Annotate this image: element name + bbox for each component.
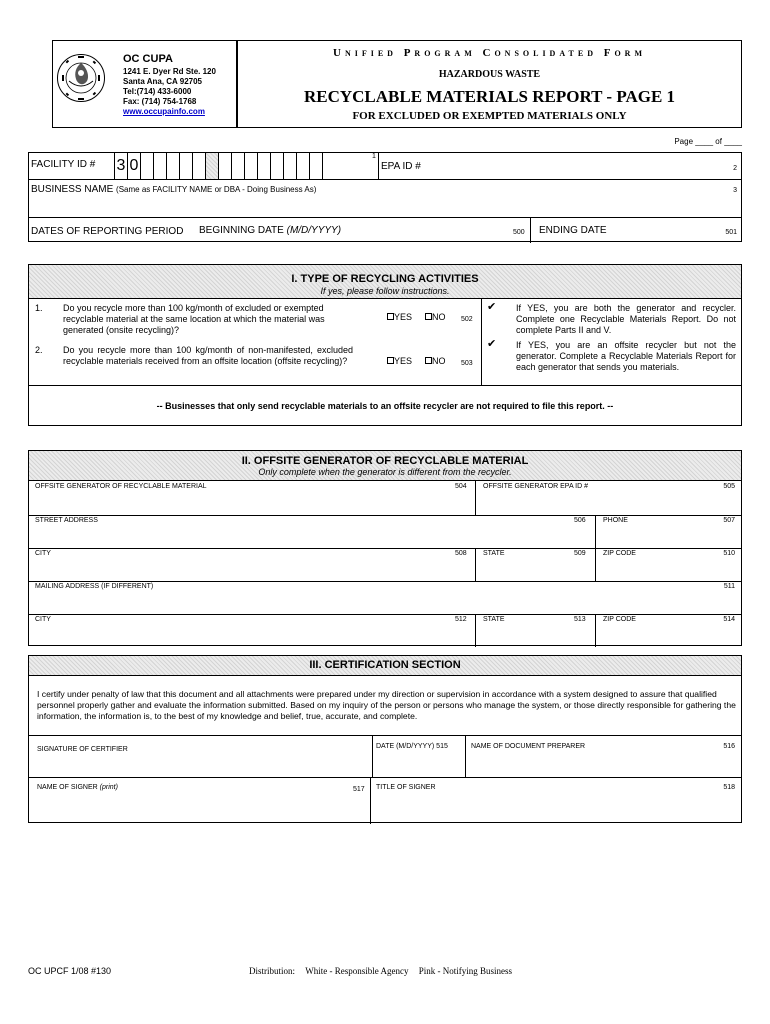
form-subtitle: HAZARDOUS WASTE — [438, 69, 541, 80]
section-3-title: III. CERTIFICATION SECTION — [309, 659, 461, 671]
question-1-no-checkbox[interactable] — [425, 313, 432, 320]
question-1-number: 1. — [35, 303, 43, 313]
certification-date-field[interactable] — [376, 754, 461, 774]
distribution-footer — [249, 966, 512, 976]
generator-name-field[interactable] — [35, 491, 465, 511]
question-2-note: If YES, you are an offsite recycler but not the generator. Complete a Recyclable Materials Report for each generator that sends you materials. — [516, 340, 736, 372]
field-number-504: 504 — [455, 483, 467, 490]
field-number-517: 517 — [353, 786, 365, 793]
facility-id-cell — [140, 153, 153, 179]
mailing-address-field[interactable] — [35, 591, 725, 611]
signer-title-label: TITLE OF SIGNER — [376, 784, 436, 791]
question-2-number: 2. — [35, 345, 43, 355]
facility-id-cell — [231, 153, 244, 179]
form-code: OC UPCF 1/08 #130 — [28, 966, 112, 976]
section-1-footer-note: -- Businesses that only send recyclable materials to an offsite recycler are not required to file this report. -- — [156, 401, 614, 411]
agency-city: Santa Ana, CA 92705 — [123, 77, 202, 86]
section-2-box — [28, 450, 742, 646]
certification-text: I certify under penalty of law that this document and all attachments were prepared under my direction or supervision in accordance with a system designed to assure that qualified personnel properly gather and evaluate the information submitted. Based on my inquiry of the person or persons who manage the system, or those directly responsible for gathering the information, the information is, to the best of my knowledge and belief, true, accurate, and complete. — [37, 689, 736, 721]
field-number-518: 518 — [723, 784, 735, 791]
field-number-513: 513 — [574, 616, 586, 623]
certification-date-label-text: DATE (M/D/YYYY) — [376, 743, 435, 750]
section-1-header — [29, 265, 741, 299]
mailing-city-label: CITY — [35, 616, 51, 623]
ending-date-field[interactable] — [614, 219, 724, 241]
phone-field[interactable] — [603, 525, 733, 545]
signer-title-field[interactable] — [376, 796, 731, 818]
field-number-506: 506 — [574, 517, 586, 524]
signer-name-label — [37, 784, 118, 791]
report-subtitle: FOR EXCLUDED OR EXEMPTED MATERIALS ONLY — [352, 110, 627, 122]
page-of-label: of — [715, 137, 722, 146]
section-3-header — [29, 656, 741, 676]
report-title: RECYCLABLE MATERIALS REPORT - PAGE 1 — [303, 87, 676, 106]
section-1-subtitle: If yes, please follow instructions. — [320, 286, 450, 296]
ending-date-label: ENDING DATE — [539, 225, 607, 236]
field-number-3: 3 — [733, 187, 737, 194]
phone-label: PHONE — [603, 517, 628, 524]
page-total-field[interactable]: ____ — [724, 137, 742, 146]
mailing-state-field[interactable] — [483, 624, 588, 644]
question-1-checkmark-icon: ✔ — [487, 301, 497, 313]
signature-label: SIGNATURE OF CERTIFIER — [37, 746, 128, 753]
mailing-address-label: MAILING ADDRESS (IF DIFFERENT) — [35, 583, 154, 590]
section-2-header — [29, 451, 741, 481]
business-name-label-text: BUSINESS NAME — [31, 184, 114, 195]
zip-code-label: ZIP CODE — [603, 550, 636, 557]
agency-name: OC CUPA — [123, 53, 173, 65]
field-number-512: 512 — [455, 616, 467, 623]
section-3-box — [28, 655, 742, 823]
facility-id-digit-1: 3 — [114, 153, 127, 179]
signer-name-note: (print) — [99, 784, 118, 791]
city-label: CITY — [35, 550, 51, 557]
facility-id-cell — [166, 153, 179, 179]
facility-id-cell — [153, 153, 166, 179]
beginning-date-label — [199, 225, 341, 236]
distribution-label: Distribution: — [249, 966, 296, 976]
city-field[interactable] — [35, 558, 465, 578]
question-2-yes-label: YES — [394, 356, 413, 366]
facility-info-box — [28, 152, 742, 242]
facility-id-cell — [270, 153, 283, 179]
question-2-no-option[interactable] — [425, 356, 446, 366]
document-preparer-field[interactable] — [471, 754, 731, 774]
question-2-no-checkbox[interactable] — [425, 357, 432, 364]
generator-epa-id-field[interactable] — [483, 491, 733, 511]
signer-name-field[interactable] — [37, 796, 357, 818]
section-1-box — [28, 264, 742, 426]
field-number-516: 516 — [723, 743, 735, 750]
form-title: Unified Program Consolidated Form — [333, 47, 646, 59]
document-preparer-label: NAME OF DOCUMENT PREPARER — [471, 743, 586, 750]
state-field[interactable] — [483, 558, 588, 578]
facility-id-cell — [257, 153, 270, 179]
facility-id-label: FACILITY ID # — [31, 159, 96, 170]
page-counter — [674, 137, 742, 146]
mailing-city-field[interactable] — [35, 624, 465, 644]
facility-id-cell-shaded — [205, 153, 218, 179]
street-address-label: STREET ADDRESS — [35, 517, 98, 524]
state-label: STATE — [483, 550, 505, 557]
signature-field[interactable] — [37, 756, 367, 776]
agency-tel: Tel:(714) 433-6000 — [123, 87, 192, 96]
question-2-yes-option[interactable] — [387, 356, 412, 366]
field-number-500: 500 — [513, 229, 525, 236]
report-title-box — [237, 40, 742, 128]
agency-address: 1241 E. Dyer Rd Ste. 120 — [123, 67, 216, 76]
page-label: Page — [674, 137, 694, 146]
dates-label: DATES OF REPORTING PERIOD — [31, 226, 184, 237]
generator-epa-id-label: OFFSITE GENERATOR EPA ID # — [483, 483, 589, 490]
beginning-date-label-text: BEGINNING DATE — [199, 225, 284, 236]
facility-id-cell — [192, 153, 205, 179]
section-2-title: II. OFFSITE GENERATOR OF RECYCLABLE MATERIAL — [241, 455, 529, 467]
question-1-no-option[interactable] — [425, 312, 446, 322]
mailing-zip-field[interactable] — [603, 624, 733, 644]
question-2-text: Do you recycle more than 100 kg/month of non-manifested, excluded recyclable materials received from an offsite location (offsite recycling)? — [63, 345, 353, 366]
section-2-subtitle: Only complete when the generator is different from the recycler. — [258, 467, 512, 477]
certification-date-label — [376, 743, 448, 750]
field-number-1: 1 — [372, 153, 376, 160]
facility-id-cell — [309, 153, 322, 179]
agency-website-link[interactable]: www.occupainfo.com — [123, 107, 205, 116]
field-number-515: 515 — [436, 743, 448, 750]
facility-id-field[interactable] — [114, 153, 376, 179]
street-address-field[interactable] — [35, 525, 585, 545]
field-number-501: 501 — [725, 229, 737, 236]
question-1-note: If YES, you are both the generator and recycler. Complete one Recyclable Materials Report. Do not complete Parts II and V. — [516, 303, 736, 335]
business-name-label — [31, 184, 316, 195]
beginning-date-format: (M/D/YYYY) — [286, 225, 342, 236]
facility-id-digit-2: 0 — [127, 153, 140, 179]
facility-id-cell — [283, 153, 296, 179]
distribution-white: White - Responsible Agency — [305, 966, 409, 976]
question-2-yes-checkbox[interactable] — [387, 357, 394, 364]
question-1-yes-label: YES — [394, 312, 413, 322]
question-2-checkmark-icon: ✔ — [487, 338, 497, 350]
mailing-state-label: STATE — [483, 616, 505, 623]
field-number-507: 507 — [723, 517, 735, 524]
facility-id-cell — [218, 153, 231, 179]
epa-id-label: EPA ID # — [381, 161, 421, 172]
epa-id-field[interactable] — [449, 155, 729, 177]
generator-name-label: OFFSITE GENERATOR OF RECYCLABLE MATERIAL — [35, 483, 207, 490]
facility-id-cell — [179, 153, 192, 179]
field-number-503: 503 — [461, 360, 473, 367]
field-number-514: 514 — [723, 616, 735, 623]
field-number-508: 508 — [455, 550, 467, 557]
business-name-note: (Same as FACILITY NAME or DBA - Doing Business As) — [116, 185, 317, 194]
facility-id-cell — [296, 153, 309, 179]
zip-code-field[interactable] — [603, 558, 733, 578]
distribution-pink: Pink - Notifying Business — [418, 966, 513, 976]
field-number-510: 510 — [723, 550, 735, 557]
field-number-505: 505 — [723, 483, 735, 490]
section-1-title: I. TYPE OF RECYCLING ACTIVITIES — [291, 273, 479, 285]
question-1-yes-option[interactable] — [387, 312, 412, 322]
facility-id-cell — [244, 153, 257, 179]
question-1-text: Do you recycle more than 100 kg/month of excluded or exempted recyclable material at the same location at which the material was generated (onsite recycling)? — [63, 303, 325, 335]
facility-id-cell — [322, 153, 335, 179]
field-number-502: 502 — [461, 316, 473, 323]
field-number-2: 2 — [733, 165, 737, 172]
question-1-yes-checkbox[interactable] — [387, 313, 394, 320]
agency-fax: Fax: (714) 754-1768 — [123, 97, 197, 106]
field-number-509: 509 — [574, 550, 586, 557]
business-name-field[interactable] — [31, 197, 731, 217]
field-number-511: 511 — [723, 583, 735, 590]
mailing-zip-label: ZIP CODE — [603, 616, 636, 623]
question-1-no-label: NO — [432, 312, 446, 322]
county-seal-icon — [56, 53, 106, 103]
agency-header-box — [52, 40, 237, 128]
question-2-no-label: NO — [432, 356, 446, 366]
beginning-date-field[interactable] — [344, 219, 509, 241]
page-number-field[interactable]: ____ — [695, 137, 714, 146]
signer-name-label-text: NAME OF SIGNER — [37, 784, 98, 791]
